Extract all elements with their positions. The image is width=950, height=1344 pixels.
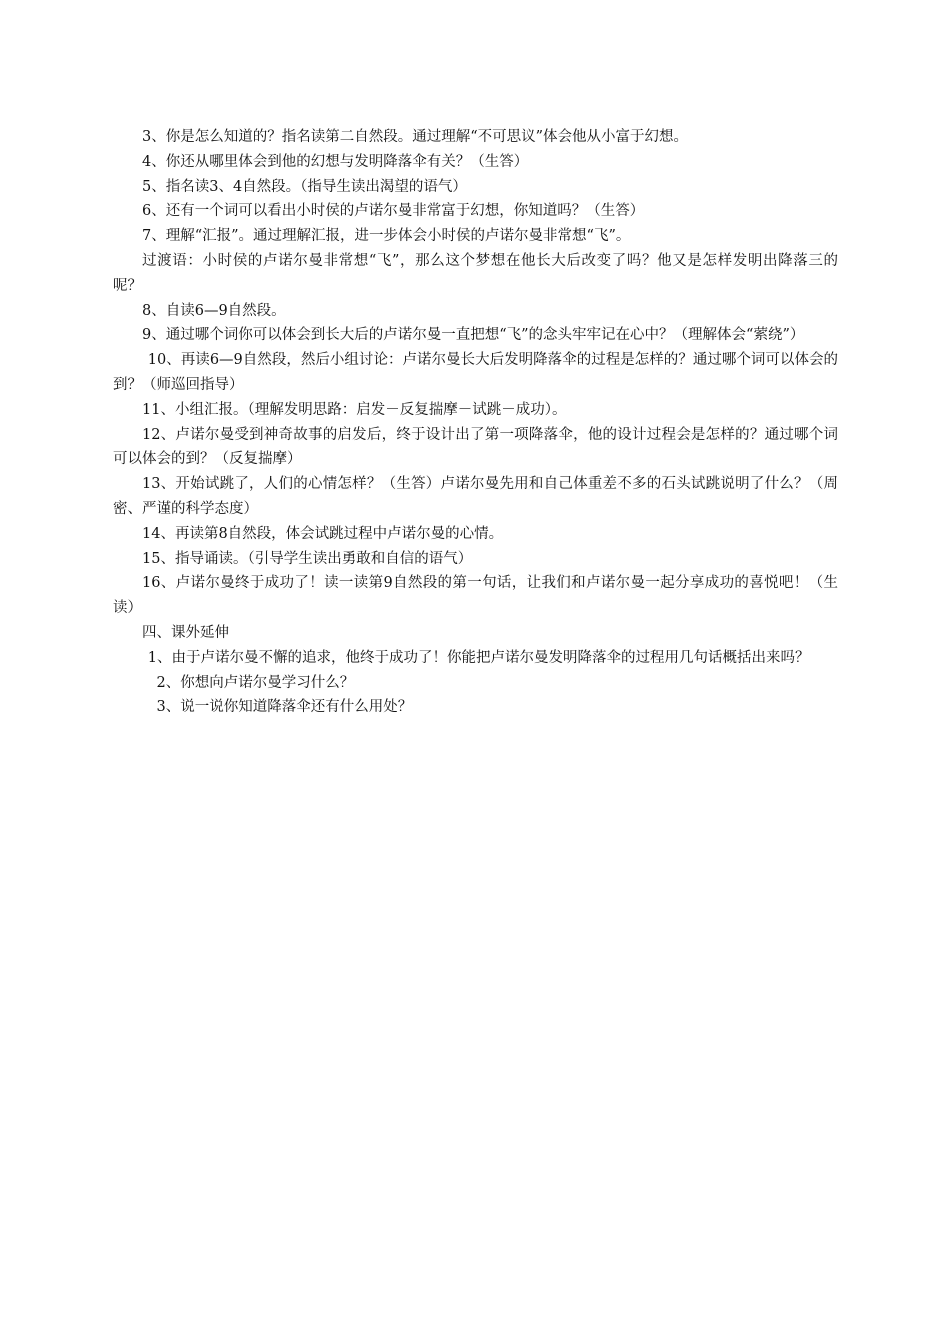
paragraph-16: 16、卢诺尔曼终于成功了！读一读第9自然段的第一句话，让我们和卢诺尔曼一起分享成功的喜悦吧！（生读） bbox=[113, 575, 838, 617]
paragraph-11: 11、小组汇报。（理解发明思路：启发－反复揣摩－试跳－成功）。 bbox=[142, 401, 567, 418]
paragraph-14: 14、再读第8自然段，体会试跳过程中卢诺尔曼的心情。 bbox=[142, 525, 504, 542]
paragraph-10: 10、再读6—9自然段，然后小组讨论：卢诺尔曼长大后发明降落伞的过程是怎样的？通过哪个词可以体会的到？（师巡回指导） bbox=[113, 352, 838, 393]
paragraph-3: 5、指名读3、4自然段。（指导生读出渴望的语气） bbox=[142, 178, 467, 195]
paragraph-4: 6、还有一个词可以看出小时侯的卢诺尔曼非常富于幻想，你知道吗？（生答） bbox=[142, 203, 645, 220]
section-heading-extension: 四、课外延伸 bbox=[142, 624, 229, 641]
paragraph-2: 4、你还从哪里体会到他的幻想与发明降落伞有关？（生答） bbox=[142, 153, 529, 170]
extension-item-2: 2、你想向卢诺尔曼学习什么？ bbox=[156, 674, 355, 691]
paragraph-13: 13、开始试跳了，人们的心情怎样？（生答）卢诺尔曼先用和自己体重差不多的石头试跳说明了什么？（周密、严谨的科学态度） bbox=[113, 476, 838, 517]
extension-item-1: 1、由于卢诺尔曼不懈的追求，他终于成功了！你能把卢诺尔曼发明降落伞的过程用几句话概括出来吗？ bbox=[147, 649, 810, 666]
extension-item-3: 3、说一说你知道降落伞还有什么用处？ bbox=[156, 699, 413, 716]
document-body bbox=[113, 125, 838, 720]
paragraph-transition: 过渡语：小时侯的卢诺尔曼非常想“飞”，那么这个梦想在他长大后改变了吗？他又是怎样发明出降落三的呢？ bbox=[113, 252, 838, 294]
paragraph-1: 3、你是怎么知道的？指名读第二自然段。通过理解“不可思议”体会他从小富于幻想。 bbox=[142, 129, 689, 145]
paragraph-12: 12、卢诺尔曼受到神奇故事的启发后，终于设计出了第一项降落伞，他的设计过程会是怎样的？通过哪个词可以体会的到？（反复揣摩） bbox=[113, 426, 838, 468]
paragraph-15: 15、指导诵读。（引导学生读出勇敢和自信的语气） bbox=[142, 550, 473, 567]
paragraph-9: 9、通过哪个词你可以体会到长大后的卢诺尔曼一直把想“飞”的念头牢牢记在心中？（理解体会“萦绕”） bbox=[142, 327, 805, 344]
paragraph-5: 7、理解“汇报”。通过理解汇报，进一步体会小时侯的卢诺尔曼非常想“飞”。 bbox=[142, 228, 631, 245]
paragraph-8: 8、自读6—9自然段。 bbox=[142, 302, 286, 319]
